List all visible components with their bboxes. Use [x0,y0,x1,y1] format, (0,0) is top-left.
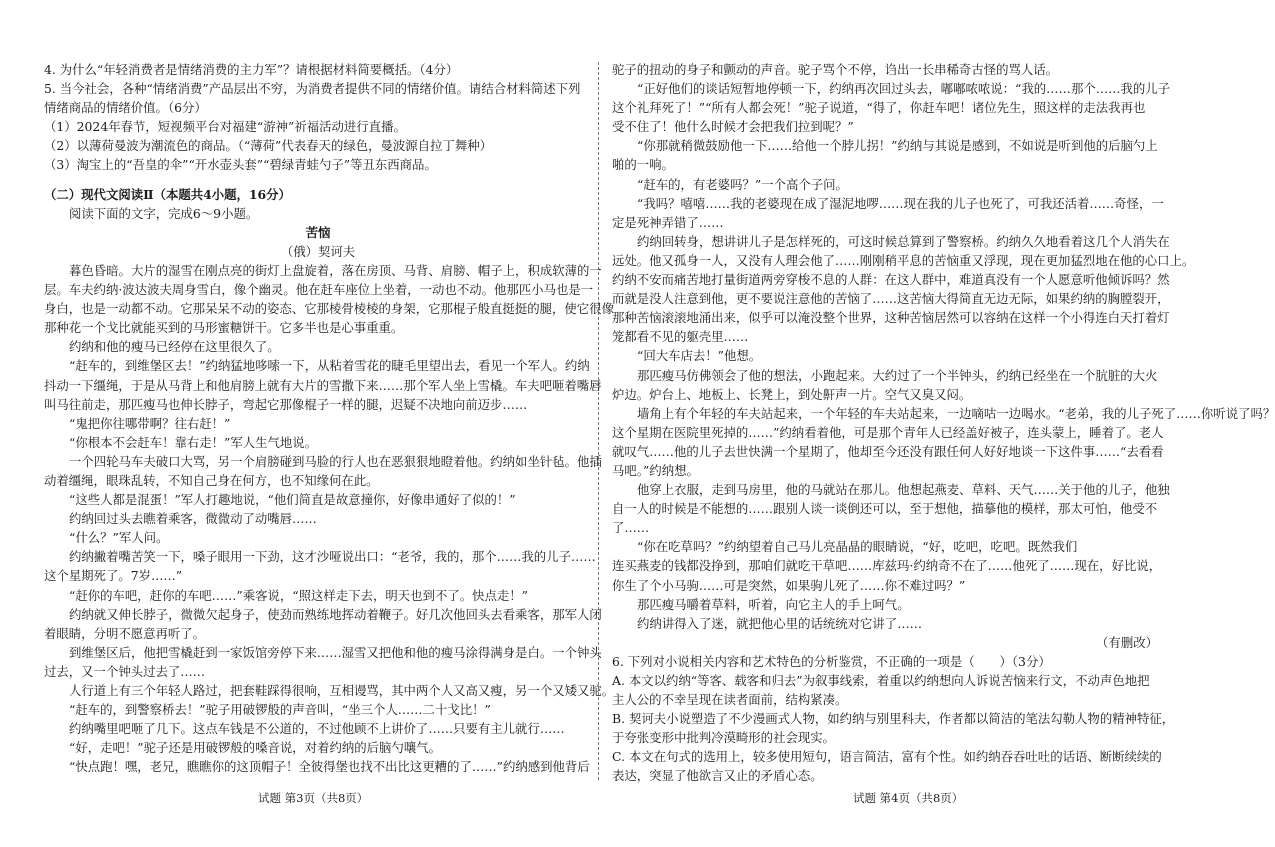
paragraph-line: 墙角上有个年轻的车夫站起来，一个年轻的车夫站起来，一边嘀咕一边喝水。“老弟，我的儿子死了……你听说了吗？ [637,405,1275,421]
paragraph-line: “我吗？嘻嘻……我的老婆现在成了湿泥地啰……现在我的儿子也死了，可我还活着……奇怪，一 [637,195,1164,211]
paragraph-line: 啪的一响。 [612,157,674,173]
paragraph-line: 人行道上有三个年轻人路过，把套鞋踩得很响，互相谩骂，其中两个人又高又瘦，另一个又矮又驼。 [69,683,615,698]
page-3-column [44,60,615,776]
paragraph-line: “赶车的，到维堡区去！”约纳猛地哆嗦一下，从粘着雪花的睫毛里望出去，看见一个军人。约纳 [69,358,590,374]
paragraph-line: 那种苦恼滚滚地涌出来，似乎可以淹没整个世界，这种苦恼居然可以容纳在这样一个小得连白天打着灯 [612,310,1170,326]
paragraph-line: 这个星期死了。7岁……” [44,568,183,584]
question-5-line-1: 5. 当今社会，各种“情绪消费”产品层出不穷，为消费者提供不同的情绪价值。请结合材料简述下列 [44,81,581,97]
reading-instruction: 阅读下面的文字，完成6～9小题。 [69,205,259,221]
question-5-line-2: 情绪商品的情绪价值。（6分） [44,100,207,116]
paragraph-line: 约纳和他的瘦马已经停在这里很久了。 [69,339,280,355]
paragraph-line: 约纳回转身，想讲讲儿子是怎样死的，可这时候总算到了警察桥。约纳久久地看着这几个人消失在 [637,233,1170,249]
column-divider [598,62,600,780]
paragraph-line: 着眼睛，分明不愿意再听了。 [44,625,206,641]
paragraph-line: 暮色昏暗。大片的湿雪在刚点亮的街灯上盘旋着，落在房顶、马背、肩膀、帽子上，积成软薄的一 [69,262,602,278]
story-author: （俄）契诃夫 [280,243,356,259]
paragraph-line: “你在吃草吗？”约纳望着自己马儿亮晶晶的眼睛说，“好，吃吧，吃吧。既然我们 [637,539,1078,555]
paragraph-line: “快点跑！嘿，老兄，瞧瞧你的这顶帽子！全彼得堡也找不出比这更糟的了……”约纳感到他背后 [69,759,590,775]
paragraph-line: 笼都看不见的躯壳里…… [612,329,749,345]
paragraph-line: 约纳回过头去瞧着乘客，微微动了动嘴唇…… [69,511,317,527]
paragraph-line: “这些人都是混蛋！”军人打趣地说，“他们简直是故意撞你，好像串通好了似的！” [69,492,516,508]
paragraph-line: 连买燕麦的钱都没挣到，那咱们就吃干草吧……库兹玛·约纳奇不在了……他死了……现在，好比说， [612,558,1162,574]
paragraph-line: 身白，也是一动都不动。它那呆呆不动的姿态、它那棱骨棱棱的身架，它那棍子般直挺挺的腿，使它很像 [44,301,614,317]
option-a-line-1: A. 本文以约纳“等客、载客和归去”为叙事线索，着重以约纳想向人诉说苦恼来行文，不动声色地把 [612,673,1150,688]
paragraph-line: “什么？”军人问。 [69,530,169,546]
paragraph-line: 约纳嘴里吧咂了几下。这点车钱是不公道的，不过他顾不上讲价了……只要有主儿就行…… [69,721,565,737]
paragraph-line: 了…… [612,520,650,536]
paragraph-line: 一个四轮马车夫破口大骂，另一个肩膀碰到马脸的行人也在恶狠狠地瞪着他。约纳如坐针毡。他插 [69,453,602,469]
paragraph-line: “赶车的，有老婆吗？”一个高个子问。 [637,176,848,192]
spacer [44,175,592,185]
paragraph-line: 马吧。”约纳想。 [612,462,699,478]
paragraph-line: 你生了个小马驹……可是突然，如果驹儿死了……你不难过吗？” [612,577,966,593]
paragraph-line: 动着缰绳，眼珠乱转，不知自己身在何方，也不知缘何在此。 [44,472,379,488]
paragraph-line: 驼子的扭动的身子和颤动的声音。驼子骂个不停，诌出一长串稀奇古怪的骂人话。 [612,62,1059,77]
paragraph-line: 自一人的时候是不能想的……跟别人谈一谈倒还可以，至于想他，描摹他的模样，那太可怕，他受不 [612,501,1158,517]
paragraph-line: 抖动一下缰绳，于是从马背上和他肩膀上就有大片的雪撒下来……那个军人坐上雪橇。车夫吧咂着嘴唇 [44,377,602,393]
question-4: 4. 为什么“年轻消费者是情绪消费的主力军”？请根据材料简要概括。（4分） [44,62,459,77]
paragraph-line: “赶车的，到警察桥去！”驼子用破锣般的声音叫，“坐三个人……二十戈比！” [69,702,491,718]
option-c-line-1: C. 本文在句式的选用上，较多使用短句，语言简洁，富有个性。如约纳吞吞吐吐的话语、断断续续的 [612,749,1162,765]
paragraph-line: “赶你的车吧，赶你的车吧……”乘客说，“照这样走下去，明天也到不了。快点走！” [69,587,529,603]
paragraph-line: 远处。他又孤身一人，又没有人理会他了……刚刚稍平息的苦恼重又浮现，现在更加猛烈地在他的心口上。 [612,252,1195,268]
paragraph-line: 约纳撇着嘴苦笑一下，嗓子眼用一下劲，这才沙哑说出口：“老爷，我的，那个……我的儿子…… [69,549,596,565]
paragraph-line: 约纳不安而痛苦地打量街道两旁穿梭不息的人群：在这人群中，难道真没有一个人愿意听他倾诉吗？然 [612,272,1170,288]
option-b-line-1: B. 契诃夫小说塑造了不少漫画式人物，如约纳与别里科夫，作者都以简洁的笔法勾勒人物的精神特征， [612,711,1175,727]
page-4-column [612,60,1275,786]
question-5-item-3: （3）淘宝上的“吾皇的伞”“开水壶头套”“碧绿青蛙勺子”等丑东西商品。 [44,157,437,173]
paragraph-line: 那匹瘦马嚼着草料，听着，向它主人的手上呵气。 [637,596,910,612]
page-footer-right: 试题 第4页（共8页） [853,791,964,805]
paragraph-line: 这个礼拜死了！”“所有人都会死！”驼子说道，“得了，你赶车吧！诸位先生，照这样的走法我再也 [612,100,1146,116]
paragraph-line: “好，走吧！”驼子还是用破锣般的嗓音说，对着约纳的后脑勺嚷气。 [69,740,441,756]
section-heading: （二）现代文阅读Ⅱ（本题共4小题，16分） [44,186,291,202]
question-5-item-1: （1）2024年春节，短视频平台对福建“游神”祈福活动进行直播。 [44,119,406,135]
paragraph-line: 过去，又一个钟头过去了…… [44,663,206,679]
paragraph-line: 这个星期在医院里死掉的……”约纳看着他，可是那个青年人已经盖好被子，连头蒙上，睡着了。老人 [612,424,1164,440]
paragraph-line: 他穿上衣服，走到马房里，他的马就站在那儿。他想起燕麦、草料、天气……关于他的儿子，他独 [637,482,1170,498]
paragraph-line: 而就是没人注意到他，更不要说注意他的苦恼了……这苦恼大得简直无边无际，如果约纳的胸膛裂开， [612,291,1170,307]
paragraph-line: 层。车夫约纳·波达波夫周身雪白，像个幽灵。他在赶车座位上坐着，一动也不动。他那匹小马也是一 [44,282,594,298]
paragraph-line: 叫马往前走，那匹瘦马也伸长脖子，弯起它那像棍子一样的腿，迟疑不决地向前迈步…… [44,396,528,412]
question-6: 6. 下列对小说相关内容和艺术特色的分析鉴赏，不正确的一项是（ ）（3分） [612,653,1051,669]
paragraph-line: 约纳就又伸长脖子，微微欠起身子，使劲而熟练地挥动着鞭子。好几次他回头去看乘客，那军人闭 [69,606,602,622]
paragraph-line: 到维堡区后，他把雪橇赶到一家饭馆旁停下来……湿雪又把他和他的瘦马涂得满身是白。一个钟头 [69,644,602,660]
option-a-line-2: 主人公的不幸呈现在读者面前，结构紧凑。 [612,692,848,708]
paragraph-line: 那种花一个戈比就能买到的马形蜜糖饼干。它多半也是心事重重。 [44,320,404,336]
paragraph-line: “你根本不会赶车！靠右走！”军人生气地说。 [69,434,318,450]
paragraph-line: 就叹气……他的儿子去世快满一个星期了，他却至今还没有跟任何人好好地谈一下这件事……“去看看 [612,443,1164,459]
paragraph-line: 那匹瘦马仿佛领会了他的想法，小跑起来。大约过了一个半钟头，约纳已经坐在一个肮脏的大火 [637,367,1158,383]
paragraph-line: 约纳讲得入了迷，就把他心里的话统统对它讲了…… [637,615,922,631]
question-5-item-2: （2）以薄荷曼波为潮流色的商品。（“薄荷”代表春天的绿色，曼波源自拉丁舞种） [44,138,493,154]
option-c-line-2: 表达，突显了他欲言又止的矛盾心态。 [612,768,823,784]
paragraph-line: 定是死神弄错了…… [612,214,724,230]
paragraph-line: “鬼把你往哪带啊？往右赶！” [69,415,231,431]
paragraph-line: 受不住了！他什么时候才会把我们拉到呢？” [612,119,854,135]
story-title: 苦恼 [305,224,331,240]
paragraph-line: “回大车店去！”他想。 [637,348,762,364]
edit-note: （有删改） [1096,634,1158,650]
paragraph-line: 炉边。炉台上、地板上、长凳上，到处鼾声一片。空气又臭又闷。 [612,386,972,402]
option-b-line-2: 于夸张变形中批判冷漠畸形的社会现实。 [612,730,836,746]
paragraph-line: “正好他们的谈话短暂地停顿一下，约纳再次回过头去，嘟嘟哝哝说：“我的……那个……我的儿子 [637,81,1171,97]
page-footer-left: 试题 第3页（共8页） [258,791,369,805]
paragraph-line: “你那就稍微鼓励他一下……给他一个脖儿拐！”约纳与其说是感到，不如说是听到他的后脑勺上 [637,138,1158,154]
